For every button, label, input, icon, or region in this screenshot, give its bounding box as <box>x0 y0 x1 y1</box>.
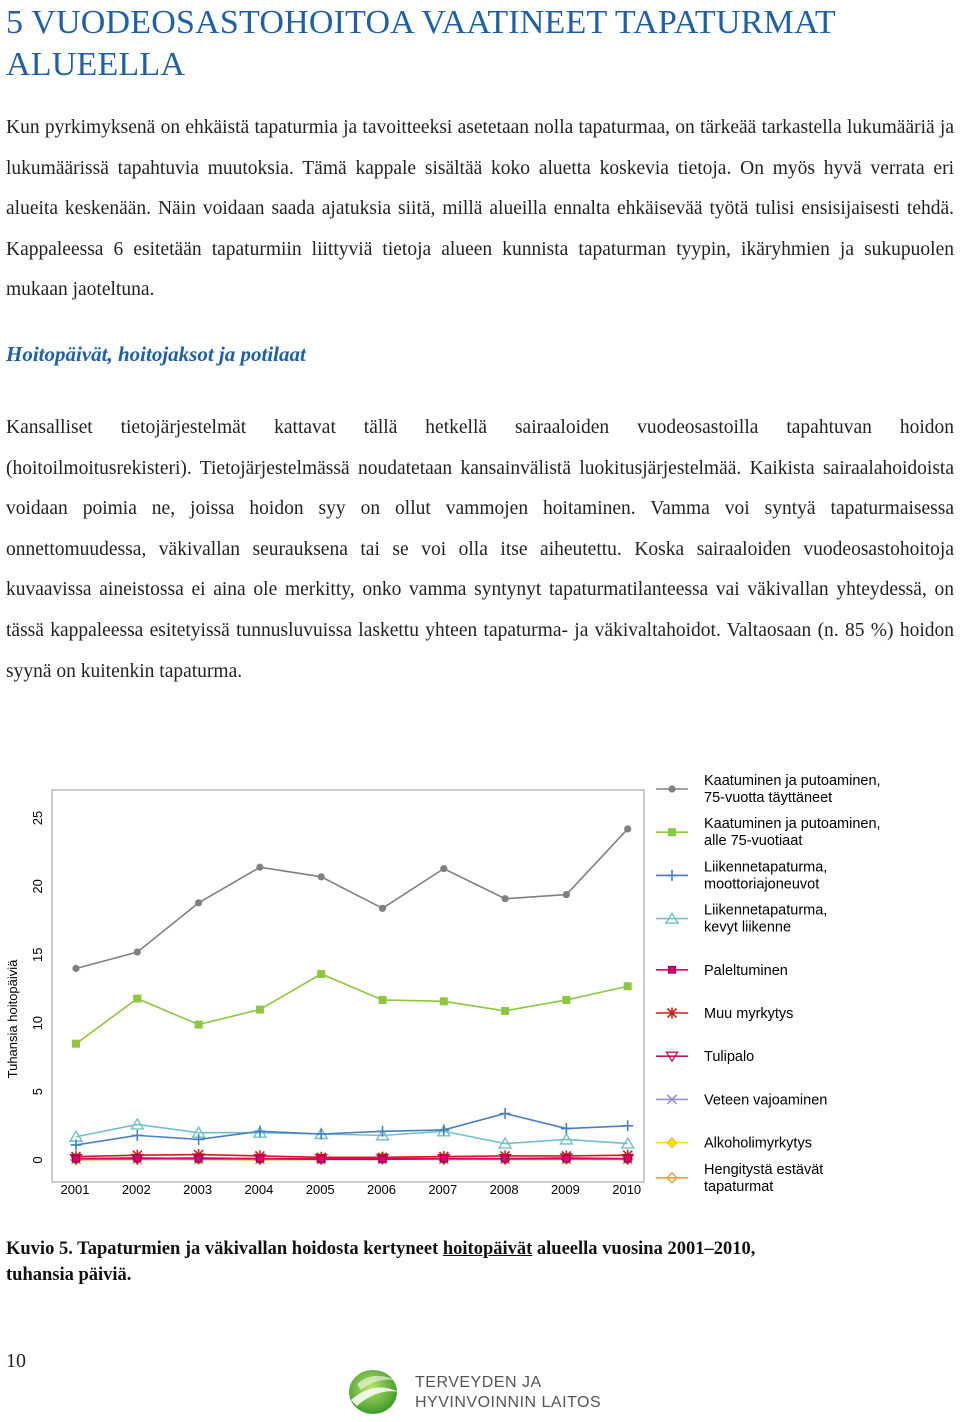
caption-text-before: Kuvio 5. Tapaturmien ja väkivallan hoidosta kertyneet <box>6 1239 443 1259</box>
data-point <box>624 982 632 990</box>
legend-label: Alkoholimyrkytys <box>704 1135 812 1152</box>
data-point <box>440 997 448 1005</box>
x-tick-label: 2006 <box>367 1182 396 1197</box>
legend-label: moottoriajoneuvot <box>704 876 820 893</box>
legend-label: alle 75-vuotiaat <box>704 833 803 850</box>
x-tick-label: 2001 <box>60 1182 90 1197</box>
legend-marker <box>668 828 676 836</box>
data-point <box>193 1134 204 1145</box>
data-point <box>563 1155 570 1162</box>
data-point <box>563 891 570 898</box>
series-line <box>76 1155 628 1158</box>
legend-label: Kaatuminen ja putoaminen, <box>704 816 881 833</box>
legend-label: Muu myrkytys <box>704 1006 794 1022</box>
y-tick-label: 20 <box>30 879 45 894</box>
legend-marker <box>667 1138 677 1148</box>
data-point <box>318 1156 325 1163</box>
y-tick-label: 15 <box>30 947 45 963</box>
data-point <box>132 1130 143 1141</box>
data-point <box>438 1124 449 1135</box>
legend-label: Veteen vajoaminen <box>704 1092 828 1109</box>
data-point <box>73 1155 80 1162</box>
page-number: 10 <box>6 1350 26 1372</box>
legend-label: Liikennetapaturma, <box>704 902 828 919</box>
figure-caption <box>6 1236 826 1288</box>
section-heading: 5 VUODEOSASTOHOITOA VAATINEET TAPATURMAT ALUEELLA <box>6 4 836 83</box>
data-point <box>379 905 386 912</box>
caption-term-link[interactable]: hoitopäivät <box>442 1239 533 1259</box>
data-point <box>624 825 631 832</box>
subheading: Hoitopäivät, hoitojaksot ja potilaat <box>6 342 306 366</box>
data-point <box>256 864 263 871</box>
data-point <box>317 970 325 978</box>
data-point <box>134 948 141 955</box>
data-point <box>195 1155 202 1162</box>
data-point <box>318 873 325 880</box>
legend-marker <box>667 870 678 881</box>
body-paragraph: Kansalliset tietojärjestelmät kattavat tällä hetkellä sairaaloiden vuodeosastoilla tapahtuvan hoidon (hoitoilmoitusrekisteri). Tietojärjestelmässä noudatetaan kansainvälistä luokitusjärjestelmää. Kaikista sairaalahoidoista voidaan poimia ne, joissa hoidon syy on ollut vammojen hoitaminen. Vamma voi syntyä tapaturmaisessa onnettomuudessa, väkivallan seurauksena tai se voi olla itse aiheutettu. Koska sairaaloiden vuodeosastohoitoja kuvaavissa aineistossa ei aina ole merkitty, onko vamma syntynyt tapaturmatilanteessa vai väkivallan yhteydessä, on tässä kappaleessa esitetyissä tunnusluvuissa laskettu yhteen tapaturma- ja väkivaltahoidot. Valtaosaan (n. 85 %) hoidon syynä on kuitenkin tapaturma. <box>6 417 954 682</box>
x-tick-label: 2002 <box>121 1182 151 1197</box>
data-point <box>72 1040 80 1048</box>
x-tick-label: 2007 <box>428 1182 458 1197</box>
data-point <box>195 899 202 906</box>
series-line <box>76 974 628 1044</box>
data-point <box>502 1155 509 1162</box>
x-tick-label: 2003 <box>183 1182 213 1197</box>
legend-label: Paleltuminen <box>704 962 788 979</box>
logo-wordmark <box>415 1373 601 1413</box>
data-point <box>134 1154 141 1161</box>
intro-paragraph: Kun pyrkimyksenä on ehkäistä tapaturmia ja tavoitteeksi asetetaan nolla tapaturmaa, on tärkeää tarkastella lukumääriä ja lukumäärissä tapahtuvia muutoksia. Tämä kappale sisältää koko aluetta koskevia tietoja. On myös hyvä verrata eri alueita keskenään. Näin voidaan saada ajatuksia siitä, millä alueilla ennalta ehkäisevää työtä tulisi ensisijaisesti tehdä. Kappaleessa 6 esitetään tapaturmiin liittyviä tietoja alueen kunnista tapaturman tyypin, ikäryhmien ja sukupuolen mukaan jaoteltuna. <box>6 117 954 301</box>
y-axis-label: Tuhansia hoitopäiviä <box>5 959 20 1079</box>
caption-text-after: alueella vuosina 2001–2010, tuhansia päiviä. <box>6 1239 756 1285</box>
legend-label: 75-vuotta täyttäneet <box>704 790 833 806</box>
data-point <box>502 895 509 902</box>
line-chart <box>0 770 960 1220</box>
x-tick-label: 2009 <box>550 1182 580 1197</box>
logo-line-2: HYVINVOINNIN LAITOS <box>415 1394 602 1411</box>
data-point <box>195 1021 203 1029</box>
data-point <box>440 865 447 872</box>
data-point <box>500 1108 511 1119</box>
legend-label: kevyt liikenne <box>704 919 792 936</box>
data-point <box>624 1155 631 1162</box>
x-tick-label: 2005 <box>305 1182 335 1197</box>
y-tick-label: 10 <box>30 1015 45 1031</box>
logo-line-1: TERVEYDEN JA <box>415 1374 542 1391</box>
legend-marker <box>669 966 676 973</box>
data-point <box>72 965 79 972</box>
thl-logo <box>343 1362 633 1417</box>
y-tick-label: 0 <box>30 1156 45 1164</box>
legend-label: Hengitystä estävät <box>704 1161 824 1178</box>
data-point <box>256 1155 263 1162</box>
data-point <box>562 996 570 1004</box>
legend-label: Kaatuminen ja putoaminen, <box>704 773 881 789</box>
data-point <box>133 995 141 1003</box>
x-tick-label: 2008 <box>489 1182 519 1197</box>
y-tick-label: 5 <box>30 1087 45 1096</box>
x-tick-label: 2004 <box>244 1182 274 1197</box>
y-tick-label: 25 <box>30 810 45 826</box>
data-point <box>379 1156 386 1163</box>
series-line <box>76 829 628 969</box>
legend-label: Liikennetapaturma, <box>704 859 828 876</box>
data-point <box>561 1123 572 1134</box>
legend-label: Tulipalo <box>704 1049 755 1066</box>
data-point <box>440 1155 447 1162</box>
data-point <box>254 1126 265 1137</box>
legend-label: tapaturmat <box>704 1178 774 1195</box>
x-tick-label: 2010 <box>612 1182 642 1197</box>
data-point <box>379 996 387 1004</box>
thl-logo-icon <box>343 1362 407 1417</box>
data-point <box>501 1007 509 1015</box>
data-point <box>256 1006 264 1014</box>
data-point <box>622 1120 633 1131</box>
legend-marker <box>668 785 675 792</box>
series-line <box>76 1124 628 1143</box>
